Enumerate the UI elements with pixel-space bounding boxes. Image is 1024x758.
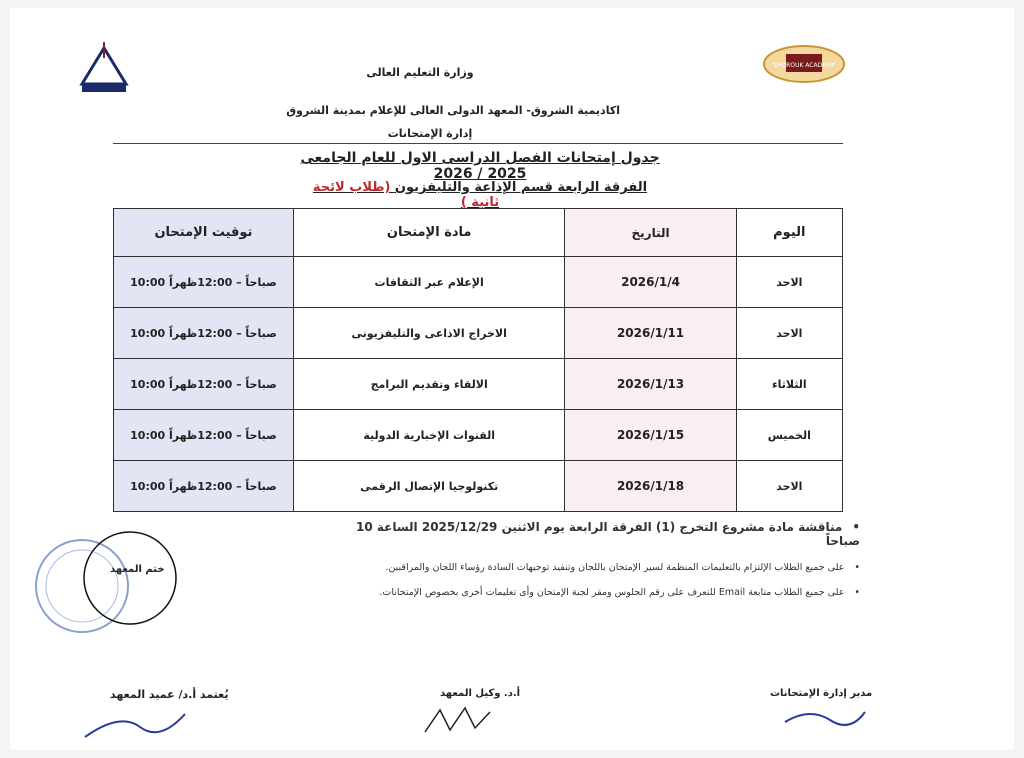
svg-text:SHOROUK ACADEMY: SHOROUK ACADEMY bbox=[773, 62, 835, 69]
cell-time: 10:00 صباحاً – 12:00ظهراً bbox=[114, 461, 294, 512]
cell-time: 10:00 صباحاً – 12:00ظهراً bbox=[114, 257, 294, 308]
col-day: اليوم bbox=[736, 209, 842, 257]
cell-subject: تكنولوجيا الإتصال الرقمى bbox=[293, 461, 565, 512]
table-row bbox=[114, 410, 843, 461]
signature-vice-dean: أ.د. وكيل المعهد bbox=[440, 688, 521, 699]
cell-time: 10:00 صباحاً – 12:00ظهراً bbox=[114, 308, 294, 359]
cell-subject: الالقاء وتقديم البرامج bbox=[293, 359, 565, 410]
cell-date: 2026/1/13 bbox=[565, 359, 736, 410]
cell-day: الاحد bbox=[736, 308, 842, 359]
note-item: • مناقشة مادة مشروع التخرج (1) الفرقة الرابعة يوم الاثنين 2025/12/29 الساعة 10 صباحاً bbox=[340, 520, 860, 548]
cell-time: 10:00 صباحاً – 12:00ظهراً bbox=[114, 410, 294, 461]
cell-day: الخميس bbox=[736, 410, 842, 461]
table-row bbox=[114, 461, 843, 512]
col-time: توقيت الإمتحان bbox=[114, 209, 294, 257]
signature-exams-manager: مدير إدارة الإمتحانات bbox=[770, 688, 873, 699]
cell-day: الاحد bbox=[736, 257, 842, 308]
institute-stamp bbox=[30, 530, 180, 640]
note-item: • على جميع الطلاب الإلتزام بالتعليمات المنظمة لسير الإمتحان باللجان وتنفيذ توجيهات السادة رؤساء اللجان والمراقبين. bbox=[340, 562, 860, 573]
col-subject: مادة الإمتحان bbox=[293, 209, 565, 257]
table-header-row bbox=[114, 209, 843, 257]
signature-scribble bbox=[420, 702, 500, 738]
table-row bbox=[114, 359, 843, 410]
cell-date: 2026/1/18 bbox=[565, 461, 736, 512]
institute-logo-left bbox=[78, 40, 130, 94]
subtitle-note: (طلاب لائحة ثانية ) bbox=[312, 180, 500, 210]
cell-subject: القنوات الإخبارية الدولية bbox=[293, 410, 565, 461]
subtitle-text: الفرقة الرابعة قسم الإذاعة والتليفزيون bbox=[394, 180, 648, 195]
academy-name: اكاديمية الشروق- المعهد الدولى العالى للإعلام بمدينة الشروق bbox=[286, 104, 620, 117]
cell-day: الثلاثاء bbox=[736, 359, 842, 410]
table-row bbox=[114, 257, 843, 308]
table-row bbox=[114, 308, 843, 359]
ministry-name: وزارة التعليم العالى bbox=[366, 66, 474, 79]
col-date: التاريخ bbox=[565, 209, 736, 257]
notes-list bbox=[340, 520, 860, 612]
cell-date: 2026/1/4 bbox=[565, 257, 736, 308]
note-item: • على جميع الطلاب متابعة Email للتعرف على رقم الجلوس ومقر لجنة الإمتحان وأى تعليمات أخرى بخصوص الإمتحانات. bbox=[340, 587, 860, 598]
cell-subject: الإعلام عبر الثقافات bbox=[293, 257, 565, 308]
shorouk-academy-logo bbox=[762, 40, 846, 86]
exam-schedule-table bbox=[113, 208, 843, 512]
cell-time: 10:00 صباحاً – 12:00ظهراً bbox=[114, 359, 294, 410]
cell-subject: الاخراج الاذاعى والتليفزيونى bbox=[293, 308, 565, 359]
cell-day: الاحد bbox=[736, 461, 842, 512]
page-title: جدول إمتحانات الفصل الدراسى الاول للعام الجامعى 2025 / 2026 bbox=[300, 150, 660, 182]
divider bbox=[113, 143, 843, 144]
signature-scribble bbox=[780, 702, 870, 732]
cell-date: 2026/1/11 bbox=[565, 308, 736, 359]
signature-dean: يُعتمد أ.د/ عميد المعهد bbox=[110, 688, 229, 701]
cell-date: 2026/1/15 bbox=[565, 410, 736, 461]
subtitle bbox=[310, 180, 650, 210]
department-name: إدارة الإمتحانات bbox=[387, 127, 473, 140]
signature-scribble bbox=[80, 702, 190, 744]
stamp-label: ختم المعهد bbox=[110, 564, 165, 575]
